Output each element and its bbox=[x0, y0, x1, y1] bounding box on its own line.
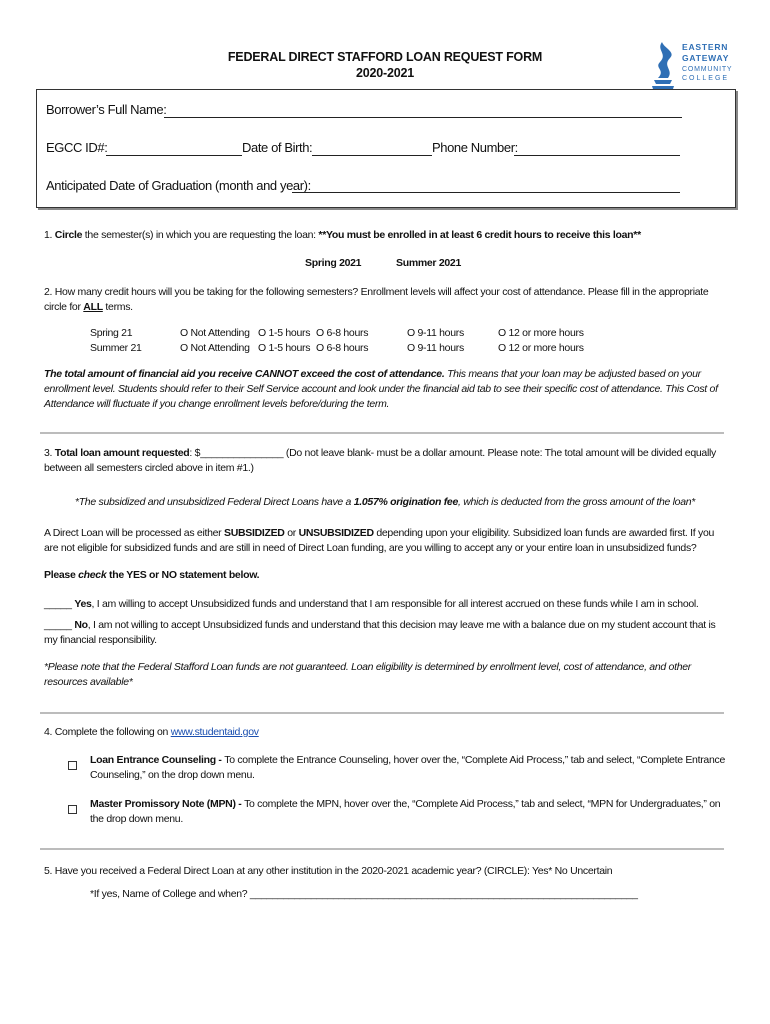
yes-text: , I am willing to accept Unsubsidized funds and understand that I am responsible for all interest accrued on these funds while I am in school. bbox=[91, 598, 699, 610]
fee-text-c: , which is deducted from the gross amount of the loan* bbox=[457, 496, 696, 508]
unsubsidized-label: UNSUBSIDIZED bbox=[298, 527, 374, 539]
q3-num: 3. bbox=[44, 447, 55, 459]
mpn-text: To complete the MPN, hover over the, “Complete Aid Process,” tab and select, “MPN for Undergraduates,” on the drop down menu. bbox=[90, 798, 721, 825]
full-name-label: Borrower’s Full Name: bbox=[46, 102, 167, 117]
yes-statement bbox=[44, 597, 724, 612]
cost-of-attendance-note bbox=[44, 367, 726, 412]
please-a: Please bbox=[44, 569, 79, 581]
semester-summer[interactable]: Summer 2021 bbox=[396, 257, 461, 269]
no-text: , I am not willing to accept Unsubsidized funds and understand that this decision may leave me with a balance due on my student account that is my financial responsibility. bbox=[44, 619, 716, 646]
q1-num: 1. bbox=[44, 229, 53, 241]
dob-label: Date of Birth: bbox=[242, 140, 313, 155]
direct-or: or bbox=[284, 527, 299, 539]
logo-line-2: GATEWAY bbox=[682, 53, 730, 63]
egcc-id-field[interactable] bbox=[106, 155, 242, 156]
option-12-plus-hours[interactable]: O 12 or more hours bbox=[498, 342, 584, 354]
coa-warning: The total amount of financial aid you receive CANNOT exceed the cost of attendance. bbox=[44, 368, 445, 380]
q2-all: ALL bbox=[83, 301, 103, 313]
q3-note: (Do not leave blank- must be a dollar amount. Please note: The total amount will be divided equally between all semesters circled above in item #1.) bbox=[44, 447, 716, 474]
dob-field[interactable] bbox=[312, 155, 432, 156]
option-12-plus-hours[interactable]: O 12 or more hours bbox=[498, 327, 584, 339]
subsidized-label: SUBSIDIZED bbox=[224, 527, 285, 539]
section-divider bbox=[40, 432, 724, 434]
guarantee-note: *Please note that the Federal Stafford Loan funds are not guaranteed. Loan eligibility is determined by enrollment level, cost of attendance, and other resources available* bbox=[44, 661, 691, 688]
studentaid-link[interactable]: www.studentaid.gov bbox=[170, 726, 259, 738]
semester-spring[interactable]: Spring 2021 bbox=[305, 257, 362, 269]
yes-checkbox-blank[interactable]: _____ bbox=[44, 598, 75, 610]
checkbox-icon bbox=[68, 761, 77, 770]
direct-b: depending upon your eligibility. Subsidized loan funds are awarded first. If you are not eligible for subsidized funds and are still in need of Direct Loan funding, are you willing to accept any or your entire loan in unsubsidized funds? bbox=[44, 527, 715, 554]
flame-icon bbox=[648, 40, 678, 90]
logo-line-1: EASTERN bbox=[682, 42, 729, 52]
entrance-counseling-title: Loan Entrance Counseling - bbox=[90, 754, 225, 766]
option-6-8-hours[interactable]: O 6-8 hours bbox=[316, 327, 369, 339]
no-label: No bbox=[74, 619, 88, 631]
mpn-item bbox=[90, 797, 726, 827]
phone-field[interactable] bbox=[514, 155, 680, 156]
graduation-field[interactable] bbox=[292, 192, 680, 193]
direct-loan-text bbox=[44, 526, 724, 556]
option-not-attending[interactable]: O Not Attending bbox=[180, 342, 250, 354]
check-instruction bbox=[44, 568, 259, 583]
q2-text bbox=[44, 285, 724, 315]
q3-label: Total loan amount requested bbox=[54, 447, 190, 459]
logo-line-4: COLLEGE bbox=[682, 75, 730, 82]
form-year: 2020-2021 bbox=[356, 66, 414, 80]
option-1-5-hours[interactable]: O 1-5 hours bbox=[258, 327, 311, 339]
direct-a: A Direct Loan will be processed as either bbox=[44, 527, 224, 539]
please-b: the YES or NO statement below. bbox=[106, 569, 260, 581]
form-title: FEDERAL DIRECT STAFFORD LOAN REQUEST FORM bbox=[227, 50, 543, 64]
q2-row-term: Spring 21 bbox=[90, 327, 133, 339]
fee-text-a: *The subsidized and unsubsidized Federal Direct Loans have a bbox=[74, 496, 354, 508]
option-9-11-hours[interactable]: O 9-11 hours bbox=[407, 327, 464, 339]
college-logo bbox=[648, 40, 748, 90]
coa-details: This means that your loan may be adjusted based on your enrollment level. Students should refer to their Self Service account and look under the financial aid tab to see their specific cost of attendance. This Cost of Attendance will fluctuate if you change enrollment levels before/during the term. bbox=[44, 368, 718, 410]
option-1-5-hours[interactable]: O 1-5 hours bbox=[258, 342, 311, 354]
q2-row-term: Summer 21 bbox=[90, 342, 142, 354]
q2-terms: terms. bbox=[102, 301, 133, 313]
loan-amount-field[interactable]: : $_______________ bbox=[189, 447, 284, 459]
q5-text: 5. Have you received a Federal Direct Loan at any other institution in the 2020-2021 academic year? (CIRCLE): Yes* No Uncertain bbox=[44, 865, 613, 877]
entrance-counseling-checkbox[interactable] bbox=[68, 757, 77, 775]
option-6-8-hours[interactable]: O 6-8 hours bbox=[316, 342, 369, 354]
q4-body: 4. Complete the following on bbox=[44, 726, 171, 738]
section-divider bbox=[40, 848, 724, 850]
q1-requirement: **You must be enrolled in at least 6 credit hours to receive this loan** bbox=[318, 229, 641, 241]
q1-circle: Circle bbox=[54, 229, 83, 241]
mpn-title: Master Promissory Note (MPN) - bbox=[90, 798, 245, 810]
q1-body: the semester(s) in which you are requesting the loan: bbox=[82, 229, 319, 241]
origination-fee-note bbox=[0, 495, 770, 510]
q4-text bbox=[44, 725, 259, 740]
entrance-counseling-text: To complete the Entrance Counseling, hover over the, “Complete Aid Process,” tab and select, “Complete Entrance Counseling,” on the drop down menu. bbox=[90, 754, 725, 781]
mpn-checkbox[interactable] bbox=[68, 801, 77, 819]
please-check: check bbox=[78, 569, 107, 581]
q5-followup-field[interactable]: *If yes, Name of College and when? ______________________________________________________________________ bbox=[90, 888, 638, 900]
section-divider bbox=[40, 712, 724, 714]
no-statement bbox=[44, 618, 724, 648]
no-checkbox-blank[interactable]: _____ bbox=[44, 619, 75, 631]
entrance-counseling-item bbox=[90, 753, 726, 783]
graduation-label: Anticipated Date of Graduation (month and year): bbox=[46, 178, 311, 193]
egcc-id-label: EGCC ID#: bbox=[46, 140, 108, 155]
phone-label: Phone Number: bbox=[432, 140, 518, 155]
checkbox-icon bbox=[68, 805, 77, 814]
q1-text bbox=[44, 228, 734, 243]
logo-line-3: COMMUNITY bbox=[682, 66, 733, 73]
q2-body: 2. How many credit hours will you be taking for the following semesters? Enrollment levels will affect your cost of attendance. Please fill in the appropriate circle for bbox=[44, 286, 709, 313]
option-not-attending[interactable]: O Not Attending bbox=[180, 327, 250, 339]
yes-label: Yes bbox=[74, 598, 92, 610]
q3-text bbox=[44, 446, 724, 476]
full-name-field[interactable] bbox=[164, 117, 682, 118]
option-9-11-hours[interactable]: O 9-11 hours bbox=[407, 342, 464, 354]
fee-rate: 1.057% origination fee bbox=[353, 496, 458, 508]
